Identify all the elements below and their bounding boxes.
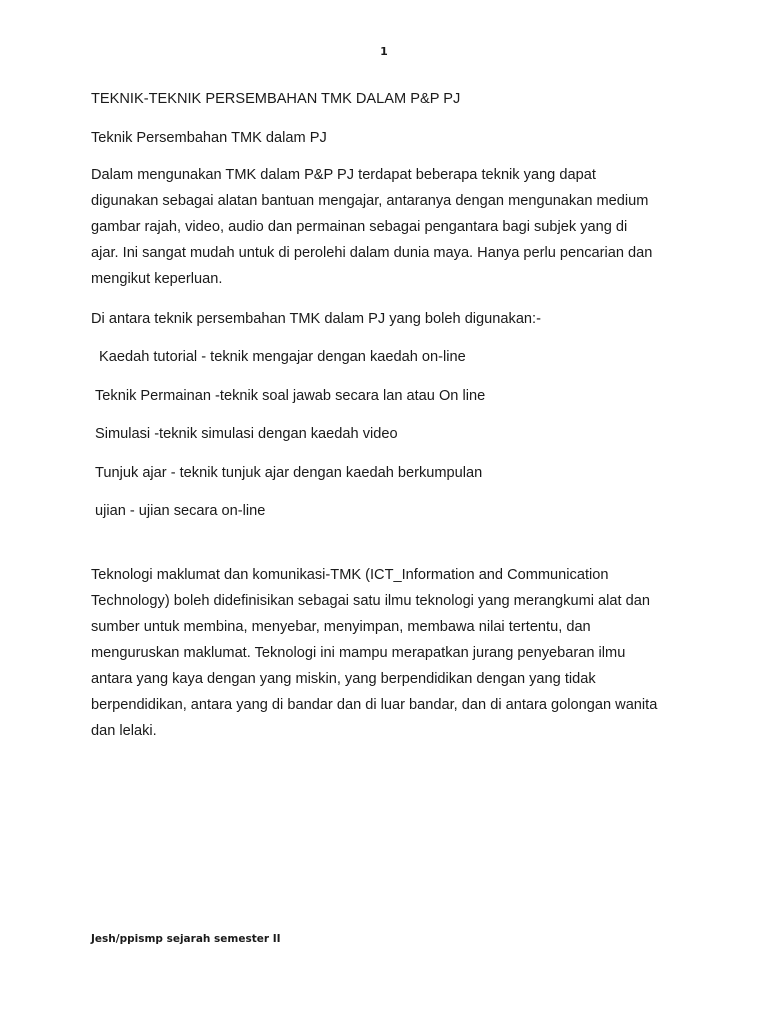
technique-item: ujian - ujian secara on-line xyxy=(95,503,266,519)
definition-line: antara yang kaya dengan yang miskin, yang berpendidikan dengan yang tidak xyxy=(91,671,596,687)
technique-item: Simulasi -teknik simulasi dengan kaedah video xyxy=(95,426,398,442)
intro-line: ajar. Ini sangat mudah untuk di perolehi dalam dunia maya. Hanya perlu pencarian dan xyxy=(91,245,653,261)
page-footer: Jesh/ppismp sejarah semester II xyxy=(91,933,281,945)
definition-line: menguruskan maklumat. Teknologi ini mampu merapatkan jurang penyebaran ilmu xyxy=(91,645,626,661)
technique-item: Teknik Permainan -teknik soal jawab secara lan atau On line xyxy=(95,388,486,404)
section-subtitle: Teknik Persembahan TMK dalam PJ xyxy=(91,130,327,146)
technique-item: Tunjuk ajar - teknik tunjuk ajar dengan kaedah berkumpulan xyxy=(95,465,483,481)
definition-line: dan lelaki. xyxy=(91,723,157,739)
definition-line: berpendidikan, antara yang di bandar dan di luar bandar, dan di antara golongan wanita xyxy=(91,697,658,713)
intro-line: Dalam mengunakan TMK dalam P&P PJ terdapat beberapa teknik yang dapat xyxy=(91,167,596,183)
definition-line: Technology) boleh didefinisikan sebagai satu ilmu teknologi yang merangkumi alat dan xyxy=(91,593,650,609)
intro-line: mengikut keperluan. xyxy=(91,271,223,287)
definition-line: sumber untuk membina, menyebar, menyimpan, membawa nilai tertentu, dan xyxy=(91,619,591,635)
technique-item: Kaedah tutorial - teknik mengajar dengan kaedah on-line xyxy=(99,349,466,365)
intro-line: gambar rajah, video, audio dan permainan sebagai pengantara bagi subjek yang di xyxy=(91,219,628,235)
page-number: 1 xyxy=(380,45,388,58)
list-intro: Di antara teknik persembahan TMK dalam PJ yang boleh digunakan:- xyxy=(91,311,541,327)
document-title: TEKNIK-TEKNIK PERSEMBAHAN TMK DALAM P&P PJ xyxy=(91,91,461,107)
definition-paragraph xyxy=(91,562,657,744)
intro-line: digunakan sebagai alatan bantuan mengajar, antaranya dengan mengunakan medium xyxy=(91,193,649,209)
intro-paragraph xyxy=(91,162,652,292)
definition-line: Teknologi maklumat dan komunikasi-TMK (ICT_Information and Communication xyxy=(91,567,609,583)
